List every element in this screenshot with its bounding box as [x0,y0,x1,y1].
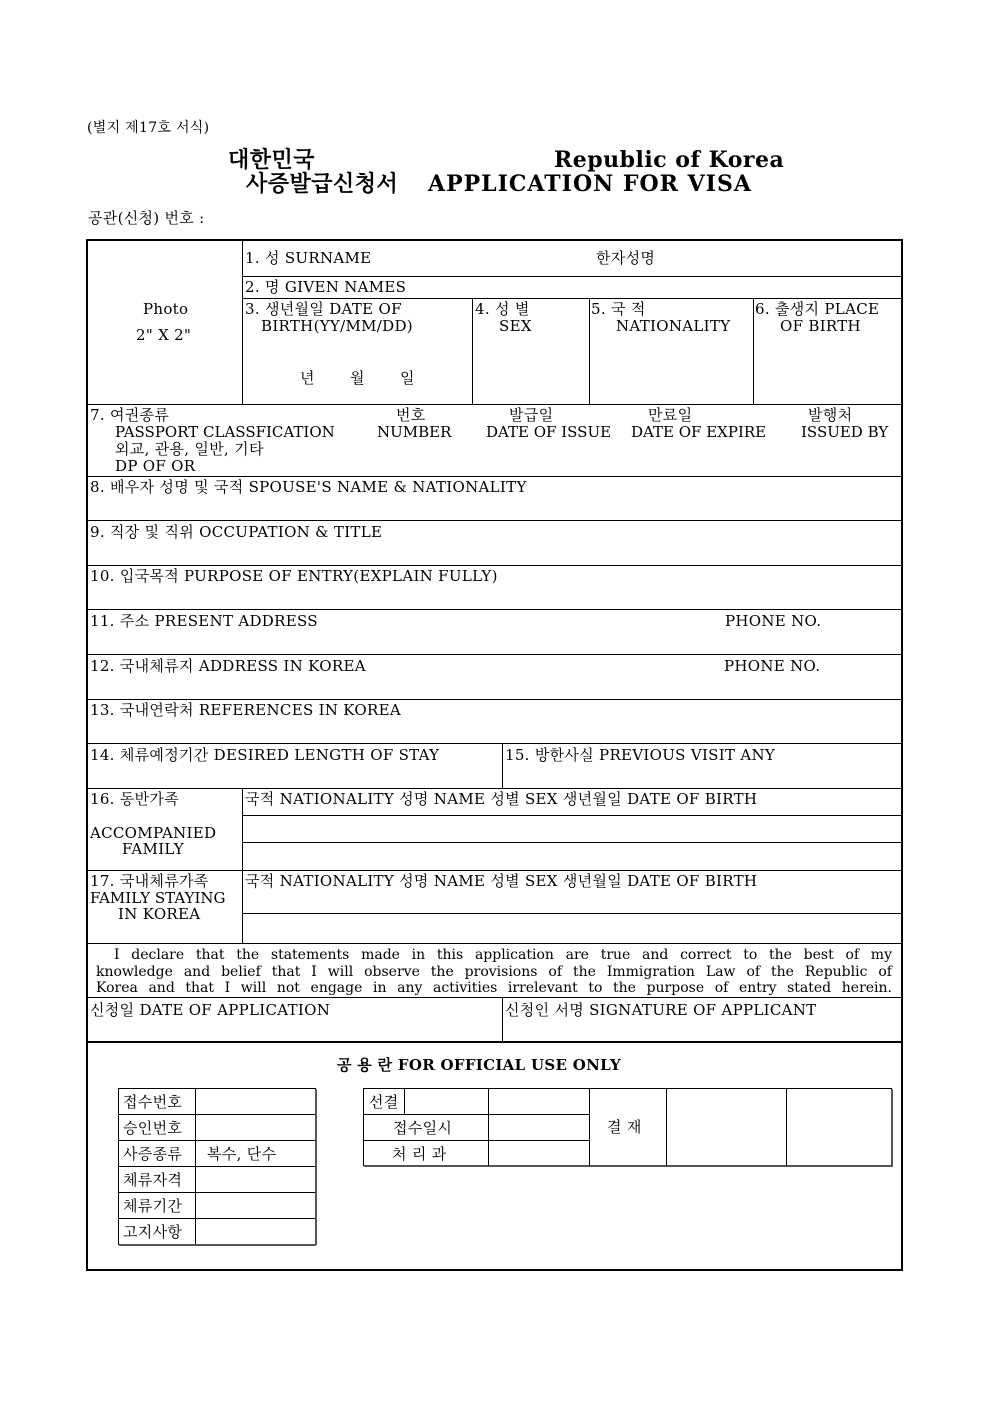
official-approval: 결 재 [607,1118,642,1136]
olt-r4 [118,1192,316,1193]
accompanied-en-1: ACCOMPANIED [90,824,217,842]
staying-en-1: FAMILY STAYING [90,889,226,907]
staying-ko: 17. 국내체류가족 [90,872,209,890]
line-16a [242,815,902,816]
olt-r5 [118,1218,316,1219]
line-16b [242,842,902,843]
line-11 [87,609,902,610]
line-surname [242,276,902,277]
issuer-en: ISSUED BY [801,423,889,441]
sex-label-2: SEX [499,317,532,335]
date-of-application-label: 신청일 DATE OF APPLICATION [90,1001,331,1019]
sex-label-1: 4. 성 별 [475,300,530,318]
photo-divider [242,240,243,404]
ort-r1 [363,1114,589,1115]
olt-r1 [118,1114,316,1115]
olt-shadow-r [315,1089,317,1245]
passport-classification: PASSPORT CLASSFICATION [115,423,335,441]
form-number: (별지 제17호 서식) [87,120,210,136]
staying-en-2: IN KOREA [118,905,201,923]
photo-size: 2" X 2" [136,326,192,344]
official-prior: 선결 [369,1093,399,1111]
border-left [86,239,88,1271]
title-en-form: APPLICATION FOR VISA [428,171,752,197]
ort-prior-div [404,1088,405,1114]
hanja-name-label: 한자성명 [596,249,656,267]
line-sec7 [87,404,902,405]
declaration [96,947,892,997]
official-receipt-datetime: 접수일시 [393,1119,453,1137]
photo-label: Photo [143,300,189,318]
accompanied-ko: 16. 동반가족 [90,790,179,808]
div-dob [472,298,473,404]
pob-label-1: 6. 출생지 PLACE [755,300,880,318]
passport-types-ko: 외교, 관용, 일반, 기타 [115,440,264,458]
address-korea-label: 12. 국내체류지 ADDRESS IN KOREA [90,657,366,675]
line-given [242,298,902,299]
ort-shadow-b [364,1165,893,1167]
declaration-line-1: I declare that the statements made in this application are true and correct to the best of my [114,947,892,963]
line-decl [87,943,902,944]
pob-label-2: OF BIRTH [780,317,861,335]
dob-label-2: BIRTH(YY/MM/DD) [261,317,413,335]
border-top [86,239,903,241]
title-ko-form: 사증발급신청서 [246,171,399,197]
line-8 [87,476,902,477]
staying-header: 국적 NATIONALITY 성명 NAME 성별 SEX 생년월일 DATE OF BIRTH [245,872,758,890]
ort-top [363,1088,892,1089]
declaration-line-2: knowledge and belief that I will observe the provisions of the Immigration Law of the Republic of [96,963,892,980]
expire-en: DATE OF EXPIRE [631,423,767,441]
number-ko: 번호 [396,406,426,424]
references-label: 13. 국내연락처 REFERENCES IN KOREA [90,701,401,719]
issuer-ko: 발행처 [808,406,853,424]
official-use-title: 공 용 란 FOR OFFICIAL USE ONLY [337,1056,622,1074]
accompanied-header: 국적 NATIONALITY 성명 NAME 성별 SEX 생년월일 DATE OF BIRTH [245,790,758,808]
nationality-label-2: NATIONALITY [616,317,731,335]
ort-c4 [786,1088,787,1166]
official-processing-dept: 처 리 과 [392,1145,447,1163]
purpose-label: 10. 입국목적 PURPOSE OF ENTRY(EXPLAIN FULLY) [90,567,498,585]
official-visa-type-values: 복수, 단수 [207,1145,277,1163]
accompanied-en-2: FAMILY [122,840,184,858]
dob-day: 일 [400,369,415,387]
line-10 [87,565,902,566]
official-row-period: 체류기간 [123,1197,183,1215]
nationality-label-1: 5. 국 적 [591,300,646,318]
line-17a [242,913,902,914]
dob-label-1: 3. 생년월일 DATE OF [245,300,402,318]
ort-r2 [363,1140,589,1141]
phone-label-2: PHONE NO. [724,657,821,675]
number-en: NUMBER [377,423,452,441]
olt-top [118,1088,316,1089]
div-sex [589,298,590,404]
div-nat [753,298,754,404]
given-names-label: 2. 명 GIVEN NAMES [245,278,407,296]
declaration-line-3: Korea and that I will not engage in any activities irrelevant to the purpose of entry stated herein. [96,980,892,996]
issue-ko: 발급일 [509,406,554,424]
dob-year: 년 [300,369,315,387]
ort-left [363,1088,364,1166]
previous-visit-label: 15. 방한사실 PREVIOUS VISIT ANY [505,746,776,764]
phone-label-1: PHONE NO. [725,612,822,630]
occupation-label: 9. 직장 및 직위 OCCUPATION & TITLE [90,523,383,541]
line-9 [87,520,902,521]
title-ko-country: 대한민국 [228,147,316,173]
length-of-stay-label: 14. 체류예정기간 DESIRED LENGTH OF STAY [90,746,440,764]
present-address-label: 11. 주소 PRESENT ADDRESS [90,612,318,630]
dob-month: 월 [350,369,365,387]
div-sign [502,997,503,1042]
border-bottom [86,1269,903,1271]
line-16 [87,788,902,789]
surname-label: 1. 성 SURNAME [245,249,372,267]
passport-types-en: DP OF OR [115,457,196,475]
div-16 [242,788,243,943]
line-13 [87,699,902,700]
border-right [901,239,903,1271]
ort-c2 [589,1088,590,1166]
line-12 [87,654,902,655]
signature-label: 신청인 서명 SIGNATURE OF APPLICANT [505,1001,817,1019]
div-14-15 [502,743,503,788]
title-en-country: Republic of Korea [554,147,785,173]
official-row-receipt-no: 접수번호 [123,1093,183,1111]
official-row-status: 체류자격 [123,1171,183,1189]
official-row-notice: 고지사항 [123,1223,183,1241]
olt-r2 [118,1140,316,1141]
line-official [87,1041,902,1043]
olt-shadow-b [119,1244,316,1246]
official-row-visa-type: 사증종류 [123,1145,183,1163]
passport-type-ko: 7. 여권종류 [90,406,170,424]
expire-ko: 만료일 [648,406,693,424]
line-sign [87,997,902,998]
spouse-label: 8. 배우자 성명 및 국적 SPOUSE'S NAME & NATIONALITY [90,478,527,496]
ort-c3 [666,1088,667,1166]
line-14 [87,743,902,744]
issue-en: DATE OF ISSUE [486,423,612,441]
official-row-approval-no: 승인번호 [123,1119,183,1137]
olt-r3 [118,1166,316,1167]
ort-c1 [488,1088,489,1166]
ort-shadow-r [891,1089,893,1167]
line-17 [87,870,902,871]
mission-number-label: 공관(신청) 번호 : [88,209,205,227]
